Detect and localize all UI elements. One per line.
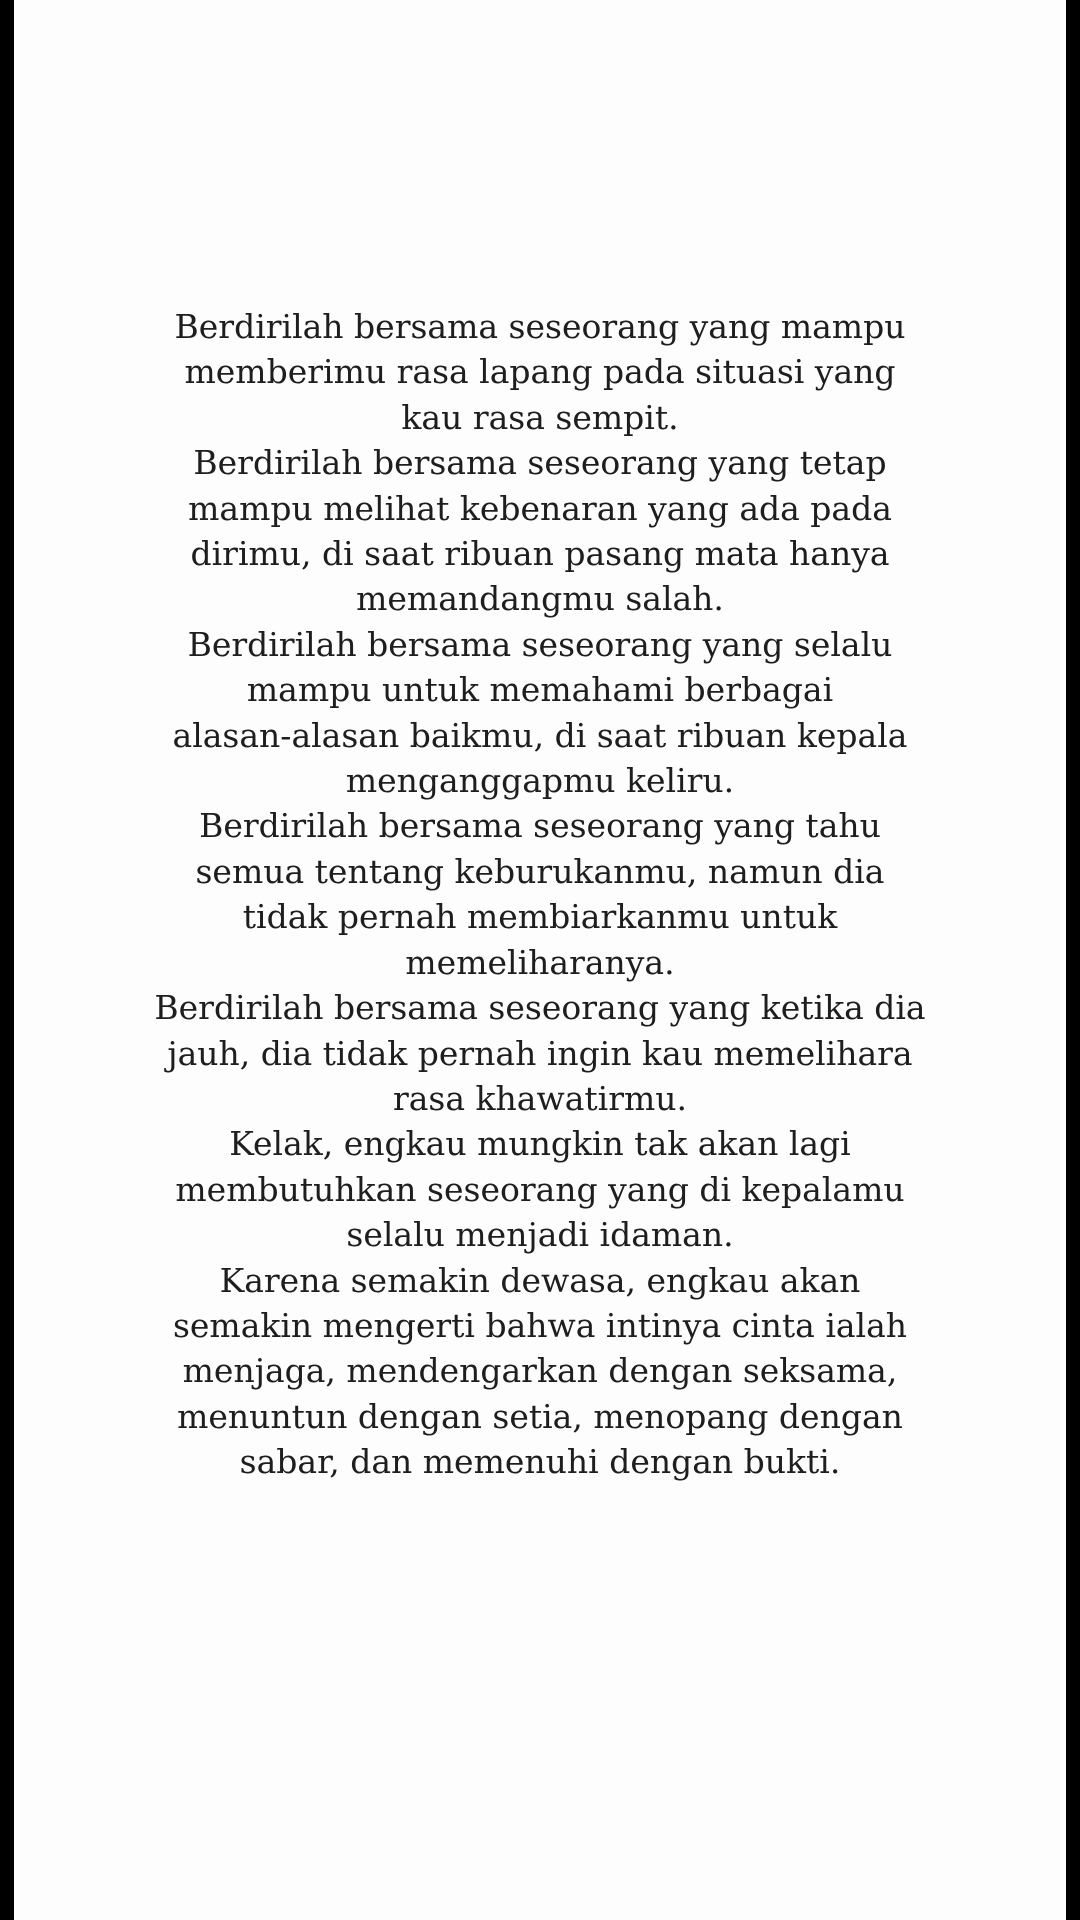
quote-line: selalu menjadi idaman. [346, 1215, 734, 1255]
quote-line: menuntun dengan setia, menopang dengan [177, 1396, 903, 1436]
quote-line: Berdirilah bersama seseorang yang selalu [187, 624, 893, 664]
quote-text-block [14, 304, 1066, 1485]
quote-line: Karena semakin dewasa, engkau akan [219, 1260, 861, 1300]
quote-line: semua tentang keburukanmu, namun dia [195, 851, 885, 891]
quote-line: mampu untuk memahami berbagai [246, 670, 834, 710]
quote-line: semakin mengerti bahwa intinya cinta ialah [172, 1305, 908, 1345]
quote-line: menjaga, mendengarkan dengan seksama, [182, 1351, 898, 1391]
quote-line: jauh, dia tidak pernah ingin kau memelihara [167, 1033, 913, 1073]
quote-line: rasa khawatirmu. [392, 1078, 688, 1118]
quote-line: membutuhkan seseorang yang di kepalamu [175, 1169, 905, 1209]
quote-line: Berdirilah bersama seseorang yang tetap [193, 443, 887, 483]
quote-page [14, 0, 1066, 1920]
quote-line: menganggapmu keliru. [345, 761, 735, 801]
quote-line: memberimu rasa lapang pada situasi yang [184, 352, 896, 392]
quote-line: memeliharanya. [405, 942, 675, 982]
quote-line: Berdirilah bersama seseorang yang ketika dia [154, 988, 926, 1028]
quote-line: memandangmu salah. [356, 579, 724, 619]
quote-line: dirimu, di saat ribuan pasang mata hanya [190, 534, 890, 574]
quote-line: Berdirilah bersama seseorang yang mampu [174, 307, 906, 346]
quote-line: mampu melihat kebenaran yang ada pada [188, 488, 892, 528]
quote-line: tidak pernah membiarkanmu untuk [242, 897, 838, 937]
quote-line: alasan-alasan baikmu, di saat ribuan kepala [172, 715, 908, 755]
quote-line: Kelak, engkau mungkin tak akan lagi [229, 1124, 851, 1164]
quote-line: kau rasa sempit. [401, 397, 679, 437]
quote-line: sabar, dan memenuhi dengan bukti. [239, 1442, 841, 1482]
quote-line: Berdirilah bersama seseorang yang tahu [199, 806, 881, 846]
